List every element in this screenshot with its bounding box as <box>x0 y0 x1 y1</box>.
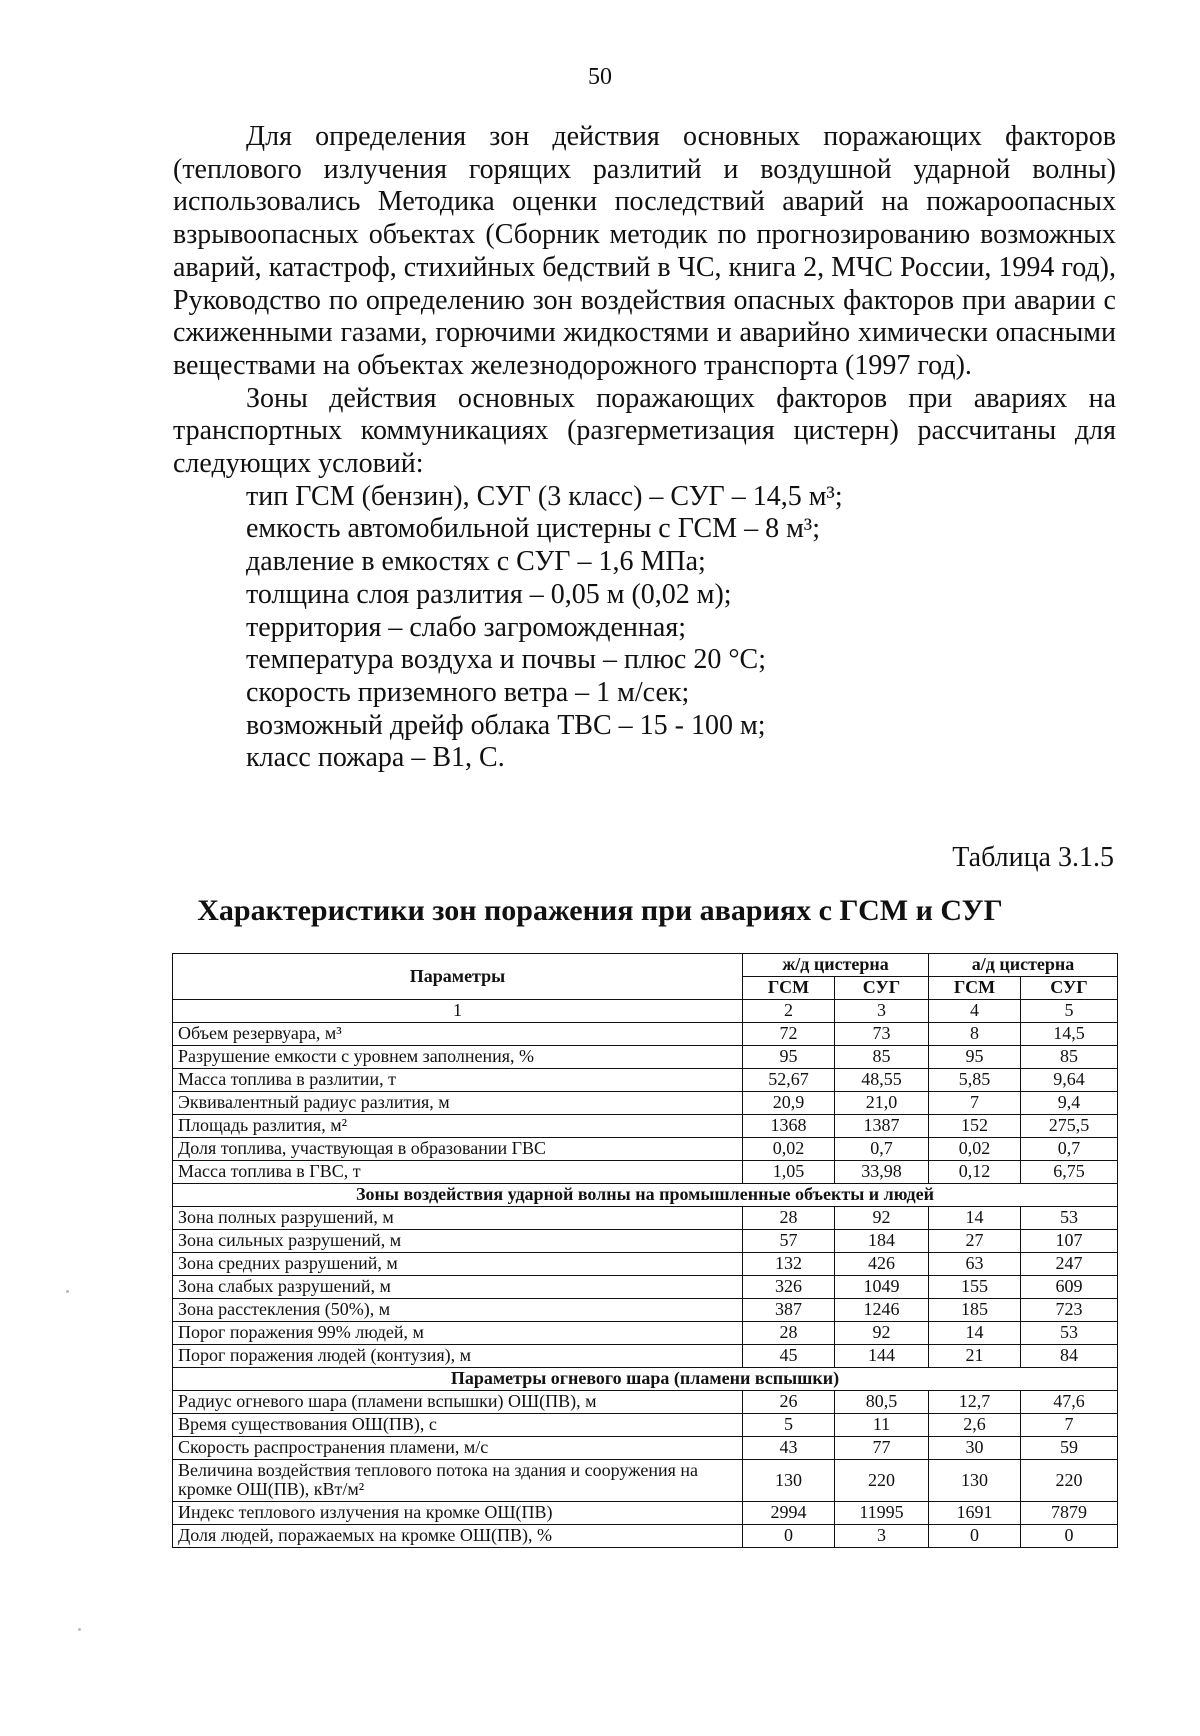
parameter-name: Радиус огневого шара (пламени вспышки) ОШ(ПВ), м <box>173 1391 743 1414</box>
parameter-name: Масса топлива в ГВС, т <box>173 1161 743 1184</box>
table-row <box>173 1460 1118 1502</box>
condition-item: температура воздуха и почвы – плюс 20 °С; <box>246 644 766 676</box>
value-cell: 387 <box>743 1299 835 1322</box>
value-cell: 33,98 <box>835 1161 929 1184</box>
header-road-tank: а/д цистерна <box>929 954 1118 977</box>
value-cell: 155 <box>929 1276 1021 1299</box>
value-cell: 6,75 <box>1021 1161 1118 1184</box>
value-cell: 27 <box>929 1230 1021 1253</box>
value-cell: 59 <box>1021 1437 1118 1460</box>
table-row <box>173 1207 1118 1230</box>
table-section-row <box>173 1368 1118 1391</box>
value-cell: 426 <box>835 1253 929 1276</box>
value-cell: 95 <box>929 1046 1021 1069</box>
value-cell: 8 <box>929 1023 1021 1046</box>
condition-item: тип ГСМ (бензин), СУГ (3 класс) – СУГ – 14,5 м³; <box>246 480 843 512</box>
parameter-name: Доля людей, поражаемых на кромке ОШ(ПВ), % <box>173 1525 743 1548</box>
parameter-name: Индекс теплового излучения на кромке ОШ(ПВ) <box>173 1502 743 1525</box>
subheader-rail-sug: СУГ <box>835 977 929 1000</box>
conditions-intro-paragraph: Зоны действия основных поражающих факторов при авариях на транспортных коммуникациях (разгерметизация цистерн) рассчитаны для следующих условий: <box>173 382 1116 480</box>
value-cell: 26 <box>743 1391 835 1414</box>
value-cell: 1691 <box>929 1502 1021 1525</box>
value-cell: 9,4 <box>1021 1092 1118 1115</box>
value-cell: 53 <box>1021 1322 1118 1345</box>
value-cell: 132 <box>743 1253 835 1276</box>
value-cell: 95 <box>743 1046 835 1069</box>
value-cell: 152 <box>929 1115 1021 1138</box>
parameter-name: Площадь разлития, м² <box>173 1115 743 1138</box>
value-cell: 12,7 <box>929 1391 1021 1414</box>
value-cell: 1368 <box>743 1115 835 1138</box>
value-cell: 184 <box>835 1230 929 1253</box>
value-cell: 0,02 <box>743 1138 835 1161</box>
table-row <box>173 1502 1118 1525</box>
value-cell: 1,05 <box>743 1161 835 1184</box>
value-cell: 92 <box>835 1322 929 1345</box>
value-cell: 5,85 <box>929 1069 1021 1092</box>
parameter-name: Зона сильных разрушений, м <box>173 1230 743 1253</box>
column-number: 4 <box>929 1000 1021 1023</box>
parameter-name: Скорость распространения пламени, м/с <box>173 1437 743 1460</box>
table-row <box>173 1322 1118 1345</box>
value-cell: 0 <box>1021 1525 1118 1548</box>
value-cell: 48,55 <box>835 1069 929 1092</box>
characteristics-table <box>172 953 1118 1548</box>
condition-item: давление в емкостях с СУГ – 1,6 МПа; <box>246 546 706 578</box>
table-body <box>173 1000 1118 1548</box>
table-row <box>173 1414 1118 1437</box>
value-cell: 5 <box>743 1414 835 1437</box>
table-row <box>173 1525 1118 1548</box>
value-cell: 85 <box>835 1046 929 1069</box>
value-cell: 57 <box>743 1230 835 1253</box>
parameter-name: Разрушение емкости с уровнем заполнения, % <box>173 1046 743 1069</box>
column-number-row <box>173 1000 1118 1023</box>
table-row <box>173 1023 1118 1046</box>
value-cell: 0,02 <box>929 1138 1021 1161</box>
value-cell: 80,5 <box>835 1391 929 1414</box>
value-cell: 185 <box>929 1299 1021 1322</box>
value-cell: 11995 <box>835 1502 929 1525</box>
parameter-name: Эквивалентный радиус разлития, м <box>173 1092 743 1115</box>
condition-item: емкость автомобильной цистерны с ГСМ – 8 м³; <box>246 513 820 545</box>
value-cell: 73 <box>835 1023 929 1046</box>
section-heading: Зоны воздействия ударной волны на промышленные объекты и людей <box>173 1184 1118 1207</box>
value-cell: 11 <box>835 1414 929 1437</box>
parameter-name: Масса топлива в разлитии, т <box>173 1069 743 1092</box>
value-cell: 30 <box>929 1437 1021 1460</box>
value-cell: 7879 <box>1021 1502 1118 1525</box>
value-cell: 21,0 <box>835 1092 929 1115</box>
value-cell: 43 <box>743 1437 835 1460</box>
table-label: Таблица 3.1.5 <box>952 842 1114 873</box>
value-cell: 220 <box>1021 1460 1118 1502</box>
table-row <box>173 1138 1118 1161</box>
table-row <box>173 1069 1118 1092</box>
page-number: 50 <box>588 64 612 90</box>
table-section-row <box>173 1184 1118 1207</box>
value-cell: 45 <box>743 1345 835 1368</box>
value-cell: 3 <box>835 1525 929 1548</box>
value-cell: 2,6 <box>929 1414 1021 1437</box>
condition-item: толщина слоя разлития – 0,05 м (0,02 м); <box>246 578 732 610</box>
value-cell: 220 <box>835 1460 929 1502</box>
value-cell: 2994 <box>743 1502 835 1525</box>
table-row <box>173 1391 1118 1414</box>
value-cell: 14,5 <box>1021 1023 1118 1046</box>
table-row <box>173 1046 1118 1069</box>
condition-item: класс пожара – В1, С. <box>246 742 505 774</box>
value-cell: 63 <box>929 1253 1021 1276</box>
value-cell: 107 <box>1021 1230 1118 1253</box>
parameter-name: Зона слабых разрушений, м <box>173 1276 743 1299</box>
value-cell: 77 <box>835 1437 929 1460</box>
value-cell: 84 <box>1021 1345 1118 1368</box>
table-row <box>173 1092 1118 1115</box>
condition-item: скорость приземного ветра – 1 м/сек; <box>246 676 690 708</box>
value-cell: 0 <box>743 1525 835 1548</box>
parameter-name: Зона полных разрушений, м <box>173 1207 743 1230</box>
value-cell: 326 <box>743 1276 835 1299</box>
table-row <box>173 1253 1118 1276</box>
value-cell: 247 <box>1021 1253 1118 1276</box>
header-params: Параметры <box>173 954 743 1000</box>
value-cell: 144 <box>835 1345 929 1368</box>
column-number: 1 <box>173 1000 743 1023</box>
column-number: 2 <box>743 1000 835 1023</box>
table-row <box>173 1276 1118 1299</box>
column-number: 3 <box>835 1000 929 1023</box>
scan-speck <box>78 1628 81 1631</box>
parameter-name: Порог поражения 99% людей, м <box>173 1322 743 1345</box>
table-row <box>173 1437 1118 1460</box>
table-row <box>173 1345 1118 1368</box>
subheader-road-sug: СУГ <box>1021 977 1118 1000</box>
value-cell: 47,6 <box>1021 1391 1118 1414</box>
parameter-name: Величина воздействия теплового потока на здания и сооружения на кромке ОШ(ПВ), кВт/м² <box>173 1460 743 1502</box>
table-row <box>173 1115 1118 1138</box>
parameter-name: Порог поражения людей (контузия), м <box>173 1345 743 1368</box>
value-cell: 7 <box>929 1092 1021 1115</box>
header-rail-tank: ж/д цистерна <box>743 954 929 977</box>
value-cell: 0,7 <box>835 1138 929 1161</box>
parameter-name: Зона средних разрушений, м <box>173 1253 743 1276</box>
value-cell: 609 <box>1021 1276 1118 1299</box>
column-number: 5 <box>1021 1000 1118 1023</box>
conditions-list <box>173 481 1116 775</box>
value-cell: 14 <box>929 1207 1021 1230</box>
value-cell: 1387 <box>835 1115 929 1138</box>
value-cell: 28 <box>743 1207 835 1230</box>
value-cell: 72 <box>743 1023 835 1046</box>
value-cell: 85 <box>1021 1046 1118 1069</box>
value-cell: 0,12 <box>929 1161 1021 1184</box>
table-row <box>173 1299 1118 1322</box>
parameter-name: Доля топлива, участвующая в образовании ГВС <box>173 1138 743 1161</box>
value-cell: 1049 <box>835 1276 929 1299</box>
value-cell: 20,9 <box>743 1092 835 1115</box>
value-cell: 92 <box>835 1207 929 1230</box>
value-cell: 7 <box>1021 1414 1118 1437</box>
table-row <box>173 1230 1118 1253</box>
parameter-name: Объем резервуара, м³ <box>173 1023 743 1046</box>
parameter-name: Время существования ОШ(ПВ), с <box>173 1414 743 1437</box>
intro-paragraph: Для определения зон действия основных поражающих факторов (теплового излучения горящих разлитий и воздушной ударной волны) использовались Методика оценки последствий аварий на пожароопасных взрывоопасных объектах (Сборник методик по прогнозированию возможных аварий, катастроф, стихийных бедствий в ЧС, книга 2, МЧС России, 1994 год), Руководство по определению зон воздействия опасных факторов при аварии с сжиженными газами, горючими жидкостями и аварийно химически опасными веществами на объектах железнодорожного транспорта (1997 год). <box>173 121 1116 381</box>
parameter-name: Зона расстекления (50%), м <box>173 1299 743 1322</box>
scan-speck <box>66 1290 69 1293</box>
condition-item: территория – слабо загроможденная; <box>246 611 686 643</box>
value-cell: 53 <box>1021 1207 1118 1230</box>
subheader-road-gsm: ГСМ <box>929 977 1021 1000</box>
value-cell: 0,7 <box>1021 1138 1118 1161</box>
value-cell: 130 <box>929 1460 1021 1502</box>
value-cell: 52,67 <box>743 1069 835 1092</box>
value-cell: 21 <box>929 1345 1021 1368</box>
value-cell: 723 <box>1021 1299 1118 1322</box>
value-cell: 0 <box>929 1525 1021 1548</box>
value-cell: 28 <box>743 1322 835 1345</box>
table-title: Характеристики зон поражения при авариях с ГСМ и СУГ <box>197 894 1003 927</box>
value-cell: 275,5 <box>1021 1115 1118 1138</box>
condition-item: возможный дрейф облака ТВС – 15 - 100 м; <box>246 709 766 741</box>
value-cell: 1246 <box>835 1299 929 1322</box>
value-cell: 9,64 <box>1021 1069 1118 1092</box>
subheader-rail-gsm: ГСМ <box>743 977 835 1000</box>
body-text <box>173 121 1116 775</box>
table-row <box>173 1161 1118 1184</box>
value-cell: 14 <box>929 1322 1021 1345</box>
section-heading: Параметры огневого шара (пламени вспышки) <box>173 1368 1118 1391</box>
value-cell: 130 <box>743 1460 835 1502</box>
